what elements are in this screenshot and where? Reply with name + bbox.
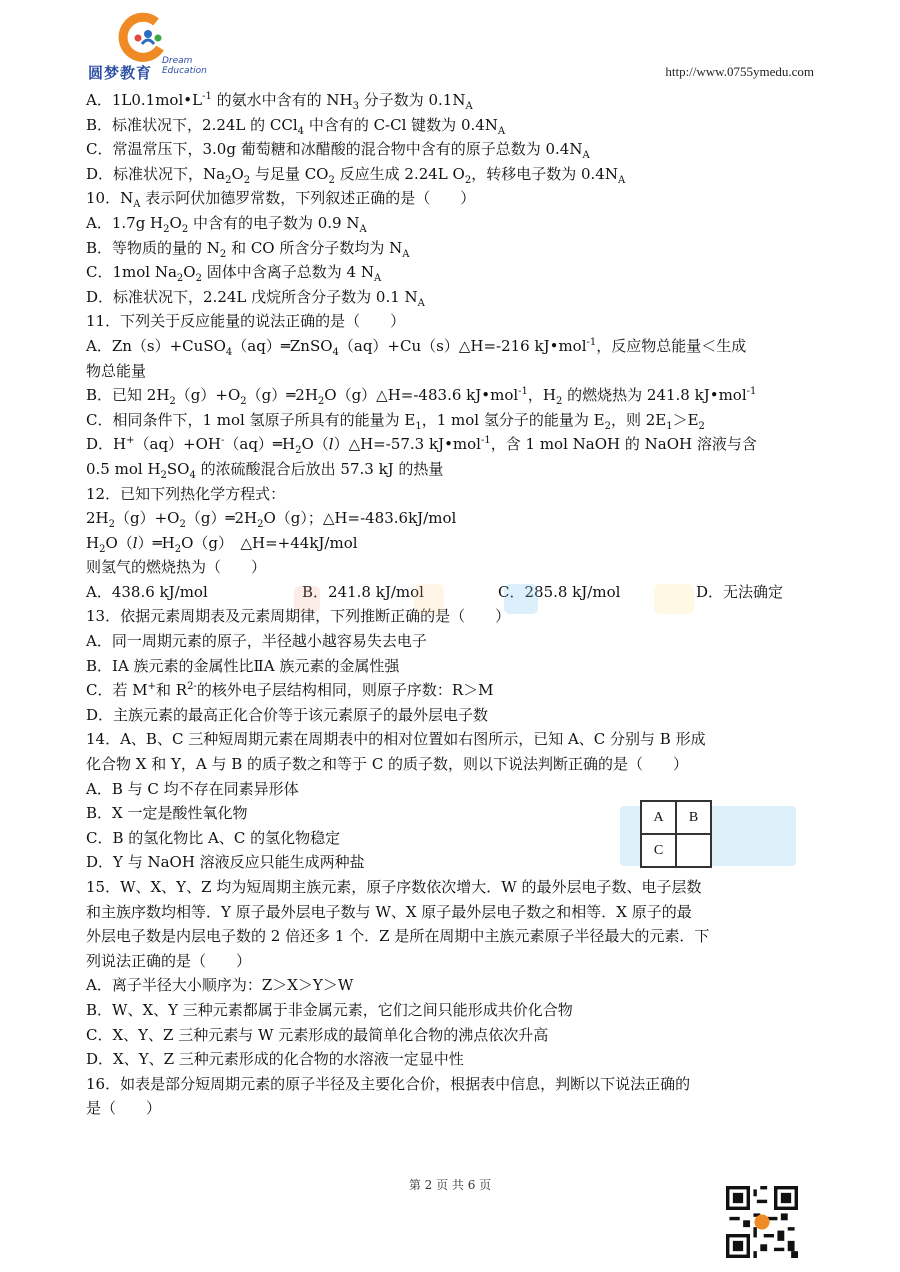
text-line: 和主族序数均相等．Y 原子最外层电子数与 W、X 原子最外层电子数之和相等．X 原子的最: [86, 902, 692, 921]
text-line: 15．W、X、Y、Z 均为短周期主族元素，原子序数依次增大．W 的最外层电子数、电子层数: [86, 878, 702, 896]
text-line: D．Y 与 NaOH 溶液反应只能生成两种盐: [86, 853, 365, 872]
qr-code-icon[interactable]: [726, 1186, 798, 1258]
text-line: B．ⅠA 族元素的金属性比ⅡA 族元素的金属性强: [86, 656, 400, 675]
text-line: A．B 与 C 均不存在同素异形体: [86, 779, 299, 798]
text-line: 14．A、B、C 三种短周期元素在周期表中的相对位置如右图所示，已知 A、C 分别与 B 形成: [86, 730, 706, 749]
page-footer: 第 2 页 共 6 页: [408, 1178, 492, 1192]
text-line: 11．下列关于反应能量的说法正确的是（ ）: [86, 312, 406, 331]
text-line: D．标准状况下，2.24L 戊烷所含分子数为 0.1 $N_A$: [86, 287, 425, 309]
cell-a: A: [641, 801, 676, 834]
text-line: B．等物质的量的 $N_2$ 和 CO 所含分子数均为 $N_A$: [86, 238, 410, 260]
text-line: A．$1L0.1mol•L^{-1}$ 的氨水中含有的 $NH_3$ 分子数为 $0.1N_A$: [86, 91, 473, 112]
text-line: D．X、Y、Z 三种元素形成的化合物的水溶液一定显中性: [86, 1050, 464, 1069]
text-line: 物总能量: [86, 361, 147, 380]
text-line: C．1mol $Na_2O_2$ 固体中含离子总数为 4 $N_A$: [86, 263, 382, 285]
text-line: 外层电子数是内层电子数的 2 倍还多 1 个．Z 是所在周期中主族元素原子半径最大的元素．下: [86, 927, 710, 946]
periodic-position-figure: [640, 800, 712, 868]
text-line: 0.5 mol $H_2SO_4$ 的浓硫酸混合后放出 57.3 kJ 的热量: [86, 459, 444, 481]
text-line: C．常温常压下，3.0g 葡萄糖和冰醋酸的混合物中含有的原子总数为 $0.4N_A$: [86, 140, 590, 162]
text-line: D．主族元素的最高正化合价等于该元素原子的最外层电子数: [86, 705, 489, 724]
text-line: D．标准状况下，$Na_2O_2$ 与足量 $CO_2$ 反应生成 2.24L $O_2$，转移电子数为 $0.4N_A$: [86, 164, 626, 186]
logo-english: Dream Education: [162, 56, 207, 76]
question-content: [86, 88, 816, 1121]
text-line: 列说法正确的是（ ）: [86, 951, 252, 970]
logo: [88, 12, 208, 84]
text-line: B．已知 $2H_2(g)+O_2(g)═2H_2O(g)\triangle H=-483.6$ kJ•mol$^{-1}$，$H_2$ 的燃烧热为 241.8 kJ•mol$^{-1}$: [86, 386, 757, 408]
text-line: B．W、X、Y 三种元素都属于非金属元素，它们之间只能形成共价化合物: [86, 1000, 573, 1019]
text-line: C．B 的氢化物比 A、C 的氢化物稳定: [86, 828, 341, 847]
text-line: 16．如表是部分短周期元素的原子半径及主要化合价，根据表中信息，判断以下说法正确的: [86, 1074, 691, 1093]
logo-emblem-icon: [108, 12, 178, 62]
text-line: 是（ ）: [86, 1099, 162, 1118]
logo-text: 圆梦教育: [88, 64, 153, 82]
text-line: $H_2O(l)═H_2O(g)$ △H=+44kJ/mol: [86, 533, 358, 555]
page-header: [0, 0, 900, 88]
cell-b: B: [676, 801, 711, 834]
text-line: 10．$N_A$ 表示阿伏加德罗常数，下列叙述正确的是（ ）: [86, 189, 476, 211]
text-line: A．Zn（s）+CuSO$_4$（aq）═ZnSO$_4$（aq）+Cu（s）△H=-216 kJ•mol$^{-1}$，反应物总能量＜生成: [86, 336, 747, 358]
q12-options: [86, 580, 816, 605]
text-line: C．相同条件下，1 mol 氢原子所具有的能量为 $E_1$，1 mol 氢分子的能量为 $E_2$，则 $2E_1>E_2$: [86, 410, 705, 432]
text-line: A．同一周期元素的原子，半径越小越容易失去电子: [86, 632, 427, 651]
text-line: D．$H^+(aq)+OH^-(aq)═H_2O(l)\triangle H=-57.3$ kJ•mol$^{-1}$，含 1 mol NaOH 的 NaOH 溶液与含: [86, 435, 757, 457]
cell-c: C: [641, 834, 676, 867]
text-line: C．若 M+和 $R^{2-}$的核外电子层结构相同，则原子序数：R＞M: [86, 681, 494, 700]
text-line: C．X、Y、Z 三种元素与 W 元素形成的最简单化合物的沸点依次升高: [86, 1025, 549, 1044]
text-line: B．X 一定是酸性氧化物: [86, 804, 248, 823]
text-line: A．离子半径大小顺序为：Z＞X＞Y＞W: [86, 976, 354, 995]
q12-option-a: A．438.6 kJ/mol: [86, 582, 208, 601]
text-line: $2H_2(g)+O_2(g)═2H_2O(g)$；△H=-483.6kJ/mol: [86, 509, 457, 531]
q12-option-c: C．285.8 kJ/mol: [498, 582, 621, 601]
q12-option-d: D．无法确定: [696, 582, 784, 601]
text-line: A．1.7g $H_2O_2$ 中含有的电子数为 0.9 $N_A$: [86, 213, 367, 235]
text-line: 13．依据元素周期表及元素周期律，下列推断正确的是（ ）: [86, 607, 511, 626]
question-block-1: [86, 88, 816, 580]
text-line: B．标准状况下，2.24L 的 CCl$_4$ 中含有的 C-Cl 键数为 $0.4N_A$: [86, 115, 506, 137]
text-line: 则氢气的燃烧热为（ ）: [86, 558, 267, 577]
site-url[interactable]: http://www.0755ymedu.com: [665, 64, 814, 79]
q12-option-b: B．241.8 kJ/mol: [302, 582, 424, 601]
cell-empty: [676, 834, 711, 867]
text-line: 化合物 X 和 Y，A 与 B 的质子数之和等于 C 的质子数，则以下说法判断正确的是（ ）: [86, 755, 689, 774]
text-line: 12．已知下列热化学方程式：: [86, 484, 286, 503]
